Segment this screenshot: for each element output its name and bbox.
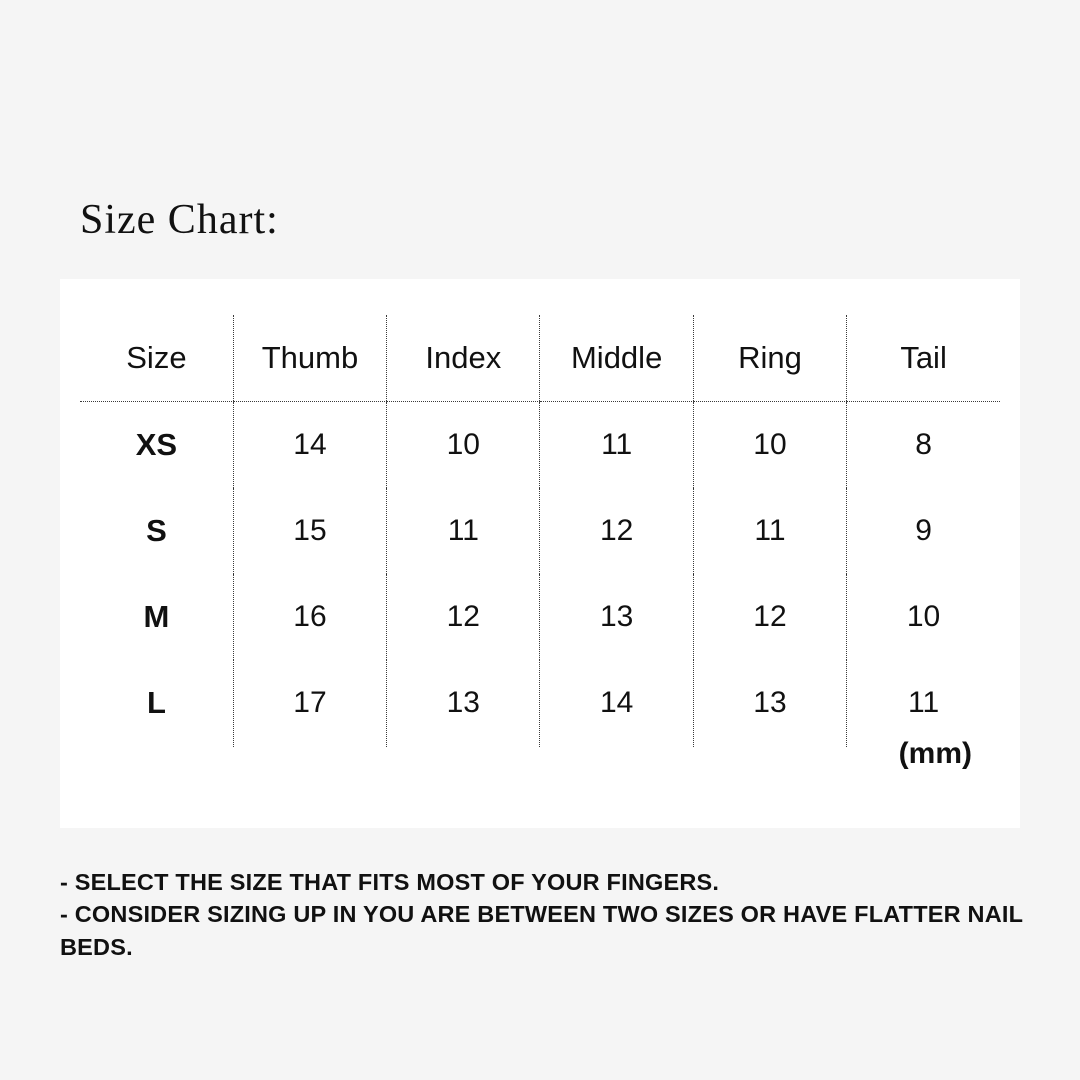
cell-size: M <box>143 599 170 634</box>
cell-thumb: 17 <box>233 660 386 747</box>
cell-middle: 11 <box>540 402 693 489</box>
cell-index: 12 <box>387 574 540 660</box>
cell-index: 13 <box>387 660 540 747</box>
cell-tail: 8 <box>847 402 1000 489</box>
cell-size: S <box>146 513 167 548</box>
cell-tail: 9 <box>847 488 1000 574</box>
table-header <box>80 315 1000 402</box>
cell-ring: 10 <box>693 402 846 489</box>
table-body <box>80 402 1000 748</box>
table-row <box>80 660 1000 747</box>
cell-tail: 11 <box>847 660 1000 747</box>
column-header-size: Size <box>80 315 233 402</box>
column-header-ring: Ring <box>693 315 846 402</box>
cell-thumb: 15 <box>233 488 386 574</box>
column-header-index: Index <box>387 315 540 402</box>
column-header-thumb: Thumb <box>233 315 386 402</box>
cell-middle: 12 <box>540 488 693 574</box>
cell-tail: 10 <box>847 574 1000 660</box>
size-notes <box>60 866 1040 963</box>
cell-ring: 11 <box>693 488 846 574</box>
column-header-middle: Middle <box>540 315 693 402</box>
table-row <box>80 488 1000 574</box>
column-header-tail: Tail <box>847 315 1000 402</box>
table-row <box>80 574 1000 660</box>
cell-size: XS <box>135 427 178 462</box>
note-line-1: - SELECT THE SIZE THAT FITS MOST OF YOUR FINGERS. <box>60 869 720 895</box>
cell-ring: 13 <box>693 660 846 747</box>
table-header-row <box>80 315 1000 402</box>
cell-middle: 14 <box>540 660 693 747</box>
cell-thumb: 14 <box>233 402 386 489</box>
cell-index: 11 <box>387 488 540 574</box>
page-title: Size Chart: <box>80 197 279 243</box>
table-row <box>80 402 1000 489</box>
cell-ring: 12 <box>693 574 846 660</box>
cell-thumb: 16 <box>233 574 386 660</box>
note-line-2: - CONSIDER SIZING UP IN YOU ARE BETWEEN TWO SIZES OR HAVE FLATTER NAIL BEDS. <box>60 901 1030 960</box>
unit-label: (mm) <box>898 737 972 770</box>
size-table-card <box>60 279 1020 828</box>
size-table <box>80 315 1000 747</box>
cell-size: L <box>146 685 166 720</box>
cell-index: 10 <box>387 402 540 489</box>
cell-middle: 13 <box>540 574 693 660</box>
